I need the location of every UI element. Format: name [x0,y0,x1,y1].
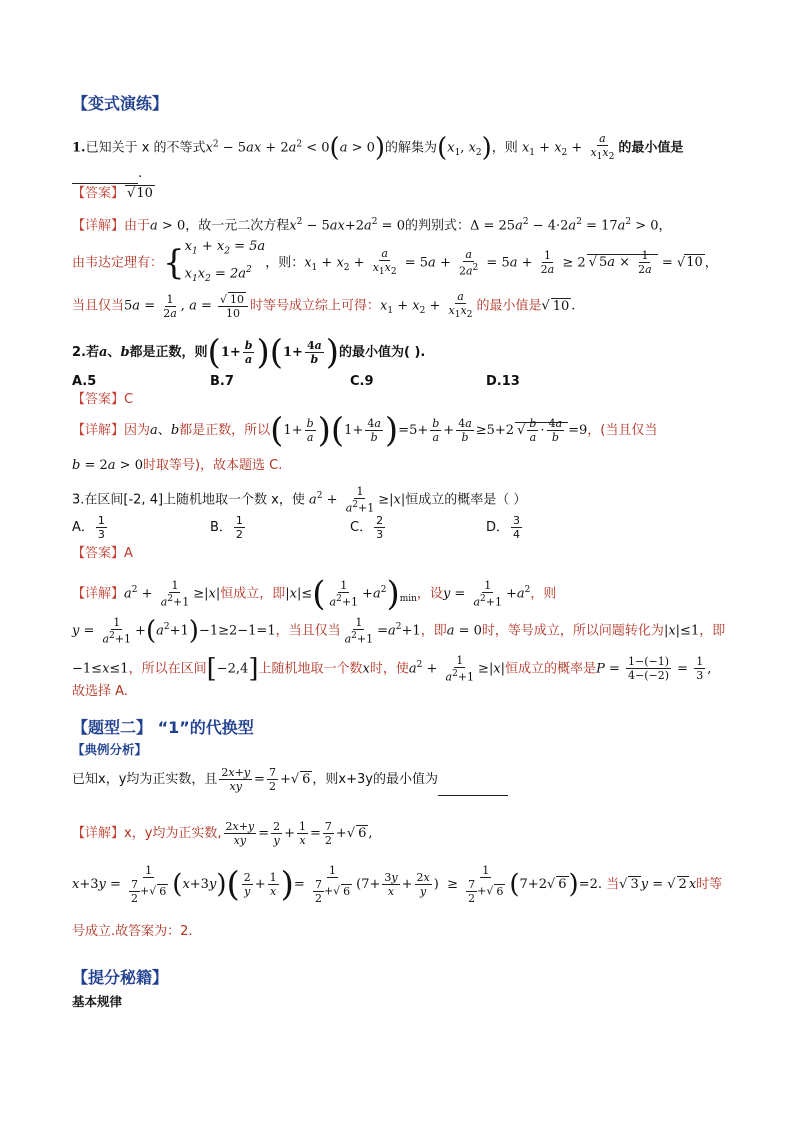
q2-stem: 2.若a、b都是正数，则(1+ $\frac{b}{a}$ )(1+ $\frac{4a}{b}$ )的最小值为( ). [72,332,426,373]
example-detail-line2: x+3y = 1 $\frac{7}{2}$ +√ 6 (x+3y)( $\frac{2}{y}$ + $\frac{1}{x}$ )= 1 $\frac{7}{2}$ +√ 6 (7+ $\frac{3y}{x}$ + $\frac{2x}{y}$ ) ≥ 1 $\frac{7}{2}$ +√ 6 (7+2√ 6)=2. 当√ 3 y = √ 2 x时等 [72,864,723,905]
q1-detail-line1: 【详解】由于a > 0，故一元二次方程$x^2 - 5ax+2a^2 = 0$的判别式：$\Delta = 25a^2 - 4\cdot 2a^2 = 17a^2 > 0$， [72,217,672,234]
section-heading-variant: 【变式演练】 [72,94,169,113]
q3-conclusion: 故选择 A. [72,684,128,699]
q3-option-a[interactable]: A． $\frac{1}{3}$ [72,514,105,541]
q2-answer: 【答案】C [72,392,134,407]
q3-detail-line3: −1≤x≤1，所以在区间[−2,4]上随机地取一个数x时，使$a^2$ + $\frac{1}{a^2+1}$ ≥|x|恒成立的概率是P = $\frac{1-(-1)}{4-(-2)}$ = $\frac{1}{3}$ , [72,653,712,684]
q2-detail-line1: 【详解】因为a、b都是正数，所以(1+ $\frac{b}{a}$ )(1+ $\frac{4a}{b}$ )=5+ $\frac{b}{a}$ + $\frac{4a}{b}$ ≥5+2 √ $\frac{b}{a}$ · $\frac{4a}{b}$ =9，(当且仅当 [72,410,658,451]
q3-detail-line2: y = $\frac{1}{a^2+1}$ $+(a^2+1)-1\ge 2-1=1$，当且仅当 $\frac{1}{a^2+1}$ $=a^2+1$，即a = 0时，等号成立，所以问题转化为|x|≤1，即 [72,615,726,646]
q3-option-b[interactable]: B． $\frac{1}{2}$ [210,514,243,541]
example-stem: 已知x，y均为正实数，且 $\frac{2x+y}{xy}$ = $\frac{7}{2}$ +√ 6 ，则x+3y的最小值为 [72,764,508,796]
q1-answer: 【答案】 √10 [72,186,153,201]
q3-detail-line1: 【详解】$a^2$ + $\frac{1}{a^2+1}$ ≥|x|恒成立，即|x|≤( $\frac{1}{a^2+1}$ $+a^2)_{min}$，设y = $\frac{1}{a^2+1}$ $+a^2$，则 [72,573,557,614]
q3-option-c[interactable]: C． $\frac{2}{3}$ [350,514,384,541]
q1-detail-line2: 由韦达定理有：{ $x_1 + x_2 = 5a$ $x_1x_2 = 2a^2$ ，则：$x_1 + x_2$ + $\frac{a}{x_1x_2}$ = 5a + $\frac{a}{2a^2}$ = 5a + $\frac{1}{2a}$ ≥ 2 √ 5a × $\frac{1}{2a}$ = √10 ， [72,239,718,284]
q3-answer: 【答案】A [72,546,133,561]
q3-options [72,514,672,544]
example-detail-line1: 【详解】x，y均为正实数, $\frac{2x+y}{xy}$ = $\frac{2}{y}$ + $\frac{1}{x}$ = $\frac{7}{2}$ +√ 6 , [72,820,373,847]
basic-rules-label: 基本规律 [72,994,123,1009]
q2-option-c[interactable]: C.9 [350,374,374,389]
answer-blank [72,169,138,184]
section-heading-type2: 【题型二】 “1”的代换型 [72,718,254,737]
q1-stem: 1.已知关于 x 的不等式$x^2 - 5ax + 2a^2 < 0(a > 0)$的解集为($x_1$, $x_2$)，则 $x_1 + x_2$ + $\frac{a}{x_1x_2}$ 的最小值是 [72,132,684,164]
q2-detail-line2: b = 2a > 0时取等号)，故本题选 C. [72,458,283,473]
q2-options [72,372,672,392]
q1-answer-blank: . [72,164,142,184]
q2-option-a[interactable]: A.5 [72,374,97,389]
example-analysis-label: 【典例分析】 [72,742,148,757]
section-heading-tips: 【提分秘籍】 [72,968,169,987]
example-conclusion: 号成立.故答案为：2. [72,924,193,939]
q1-detail-line3: 当且仅当5a = $\frac{1}{2a}$ , a = $\frac{√ 10}{10}$ 时等号成立综上可得：$x_1 + x_2$ + $\frac{a}{x_1x_2}$ 的最小值是√ 10 . [72,290,576,321]
q3-option-d[interactable]: D． $\frac{3}{4}$ [486,514,521,541]
q2-option-b[interactable]: B.7 [210,374,234,389]
q2-option-d[interactable]: D.13 [486,374,520,389]
q3-stem: 3.在区间[-2, 4]上随机地取一个数 x，使 $a^2$ + $\frac{1}{a^2+1}$ ≥|x|恒成立的概率是（ ） [72,485,527,515]
answer-blank [438,781,508,796]
